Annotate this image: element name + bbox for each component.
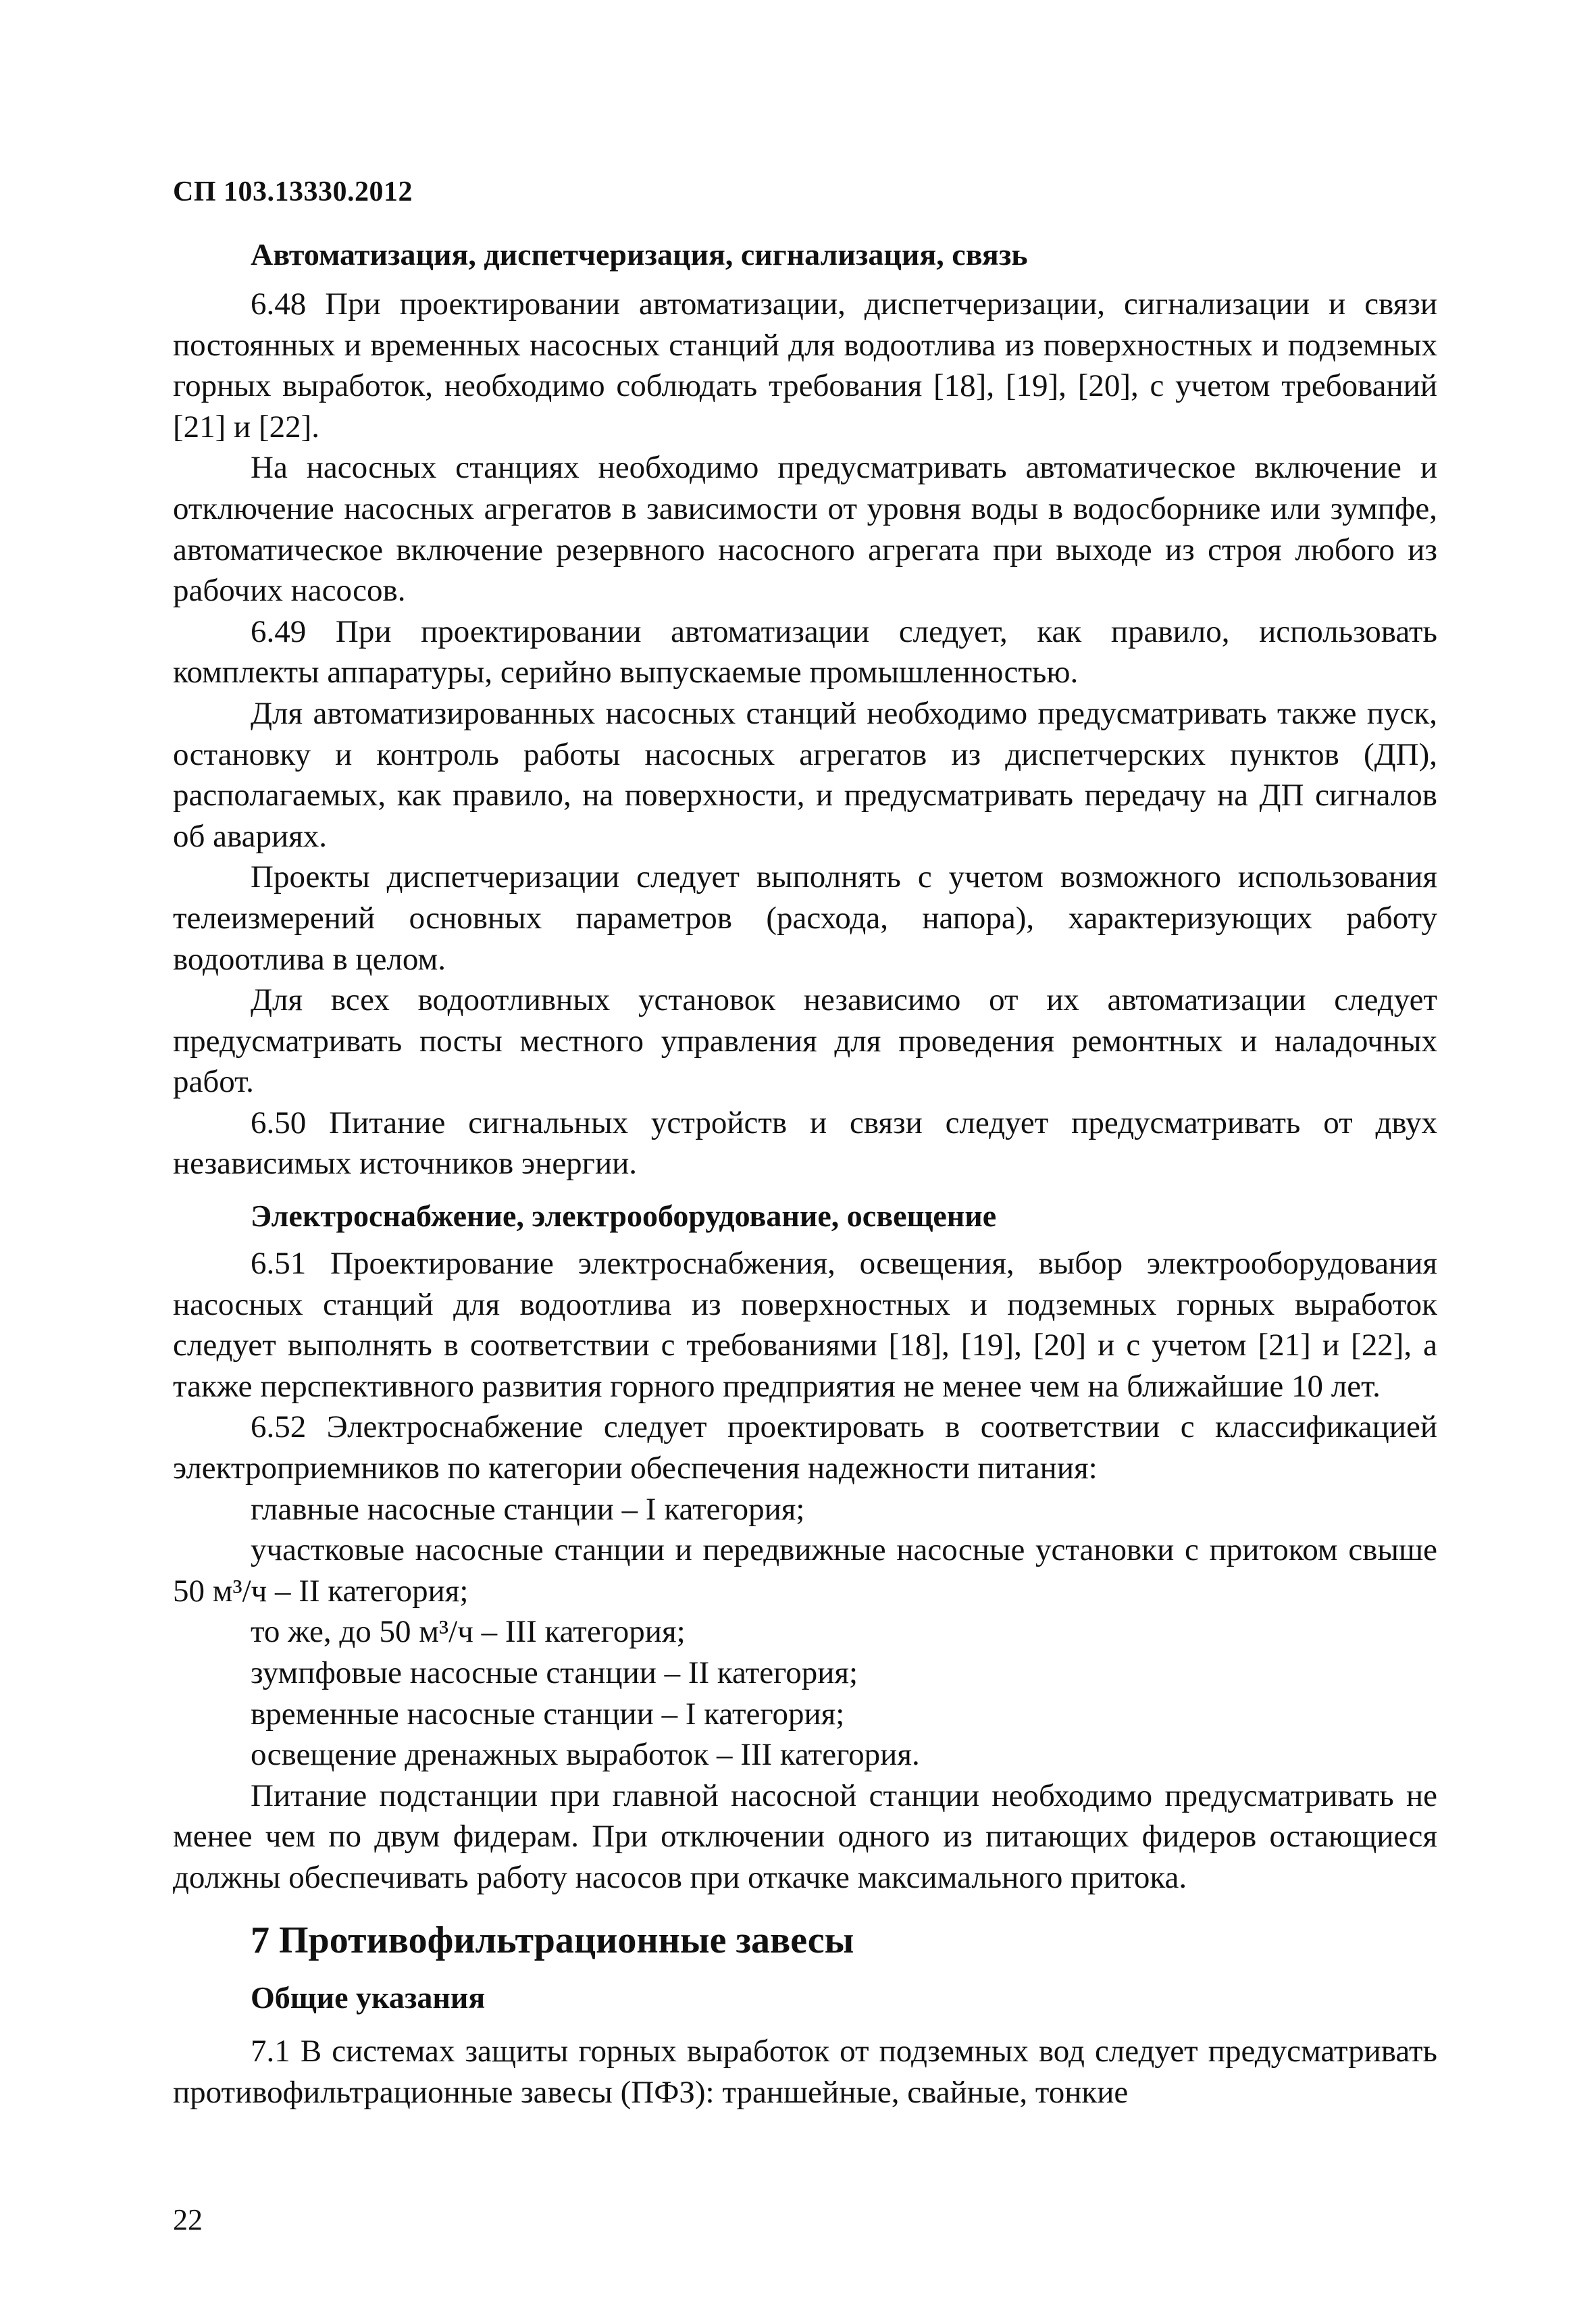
chapter-heading: 7 Противофильтрационные завесы [251,1919,854,1961]
paragraph-6-50: 6.50 Питание сигнальных устройств и связи следует предусматривать от двух независимых источников энергии. [173,1105,1437,1182]
paragraph-6-51: 6.51 Проектирование электроснабжения, освещения, выбор электрооборудования насосных станций для водоотлива из поверхностных и подземных горных выработок следует выполнять в соответствии с требованиями [18], [19], [20] и с учетом [21] и [22], а также перспективного развития горного предприятия не менее чем на ближайшие 10 лет. [173,1246,1437,1404]
chapter7-text [173,2031,1437,2113]
paragraph: Проекты диспетчеризации следует выполнять с учетом возможного использования телеизмерений основных параметров (расхода, напора), характеризующих работу водоотлива в целом. [173,859,1437,977]
category-item: освещение дренажных выработок – III категория. [251,1737,920,1773]
paragraph: Для автоматизированных насосных станций необходимо предусматривать также пуск, остановку и контроль работы насосных агрегатов из диспетчерских пунктов (ДП), располагаемых, как правило, на поверхности, и предусматривать передачу на ДП сигналов об авариях. [173,695,1437,854]
document-code: СП 103.13330.2012 [173,176,413,207]
paragraph-6-52: 6.52 Электроснабжение следует проектировать в соответствии с классификацией электроприемников по категории обеспечения надежности питания: [173,1409,1437,1486]
paragraph: На насосных станциях необходимо предусматривать автоматическое включение и отключение насосных агрегатов в зависимости от уровня воды в водосборнике или зумпфе, автоматическое включение резервного насосного агрегата при выходе из строя любого из рабочих насосов. [173,450,1437,609]
paragraph-6-49: 6.49 При проектировании автоматизации следует, как правило, использовать комплекты аппаратуры, серийно выпускаемые промышленностью. [173,613,1437,690]
category-item: главные насосные станции – I категория; [251,1491,805,1527]
automation-text [173,284,1437,1184]
power-text [173,1243,1437,1898]
section-heading-automation: Автоматизация, диспетчеризация, сигнализация, связь [251,237,1028,272]
section-heading-power: Электроснабжение, электрооборудование, освещение [251,1199,997,1233]
paragraph-6-48: 6.48 При проектировании автоматизации, диспетчеризации, сигнализации и связи постоянных и временных насосных станций для водоотлива из поверхностных и подземных горных выработок, необходимо соблюдать требования [18], [19], [20], с учетом требований [21] и [22]. [173,286,1437,445]
document-page [173,0,1437,2314]
category-item: то же, до 50 м³/ч – III категория; [251,1614,686,1650]
paragraph: Питание подстанции при главной насосной станции необходимо предусматривать не менее чем по двум фидерам. При отключении одного из питающих фидеров остающиеся должны обеспечивать работу насосов при откачке максимального притока. [173,1778,1437,1895]
page-number: 22 [173,2203,203,2236]
paragraph-7-1: 7.1 В системах защиты горных выработок от подземных вод следует предусматривать противофильтрационные завесы (ПФЗ): траншейные, свайные, тонкие [173,2034,1437,2110]
subsection-heading: Общие указания [251,1980,486,2015]
paragraph: Для всех водоотливных установок независимо от их автоматизации следует предусматривать посты местного управления для проведения ремонтных и наладочных работ. [173,982,1437,1100]
category-item: участковые насосные станции и передвижные насосные установки с притоком свыше 50 м³/ч – II категория; [173,1532,1437,1609]
category-item: временные насосные станции – I категория; [251,1696,845,1732]
category-item: зумпфовые насосные станции – II категория; [251,1655,858,1690]
